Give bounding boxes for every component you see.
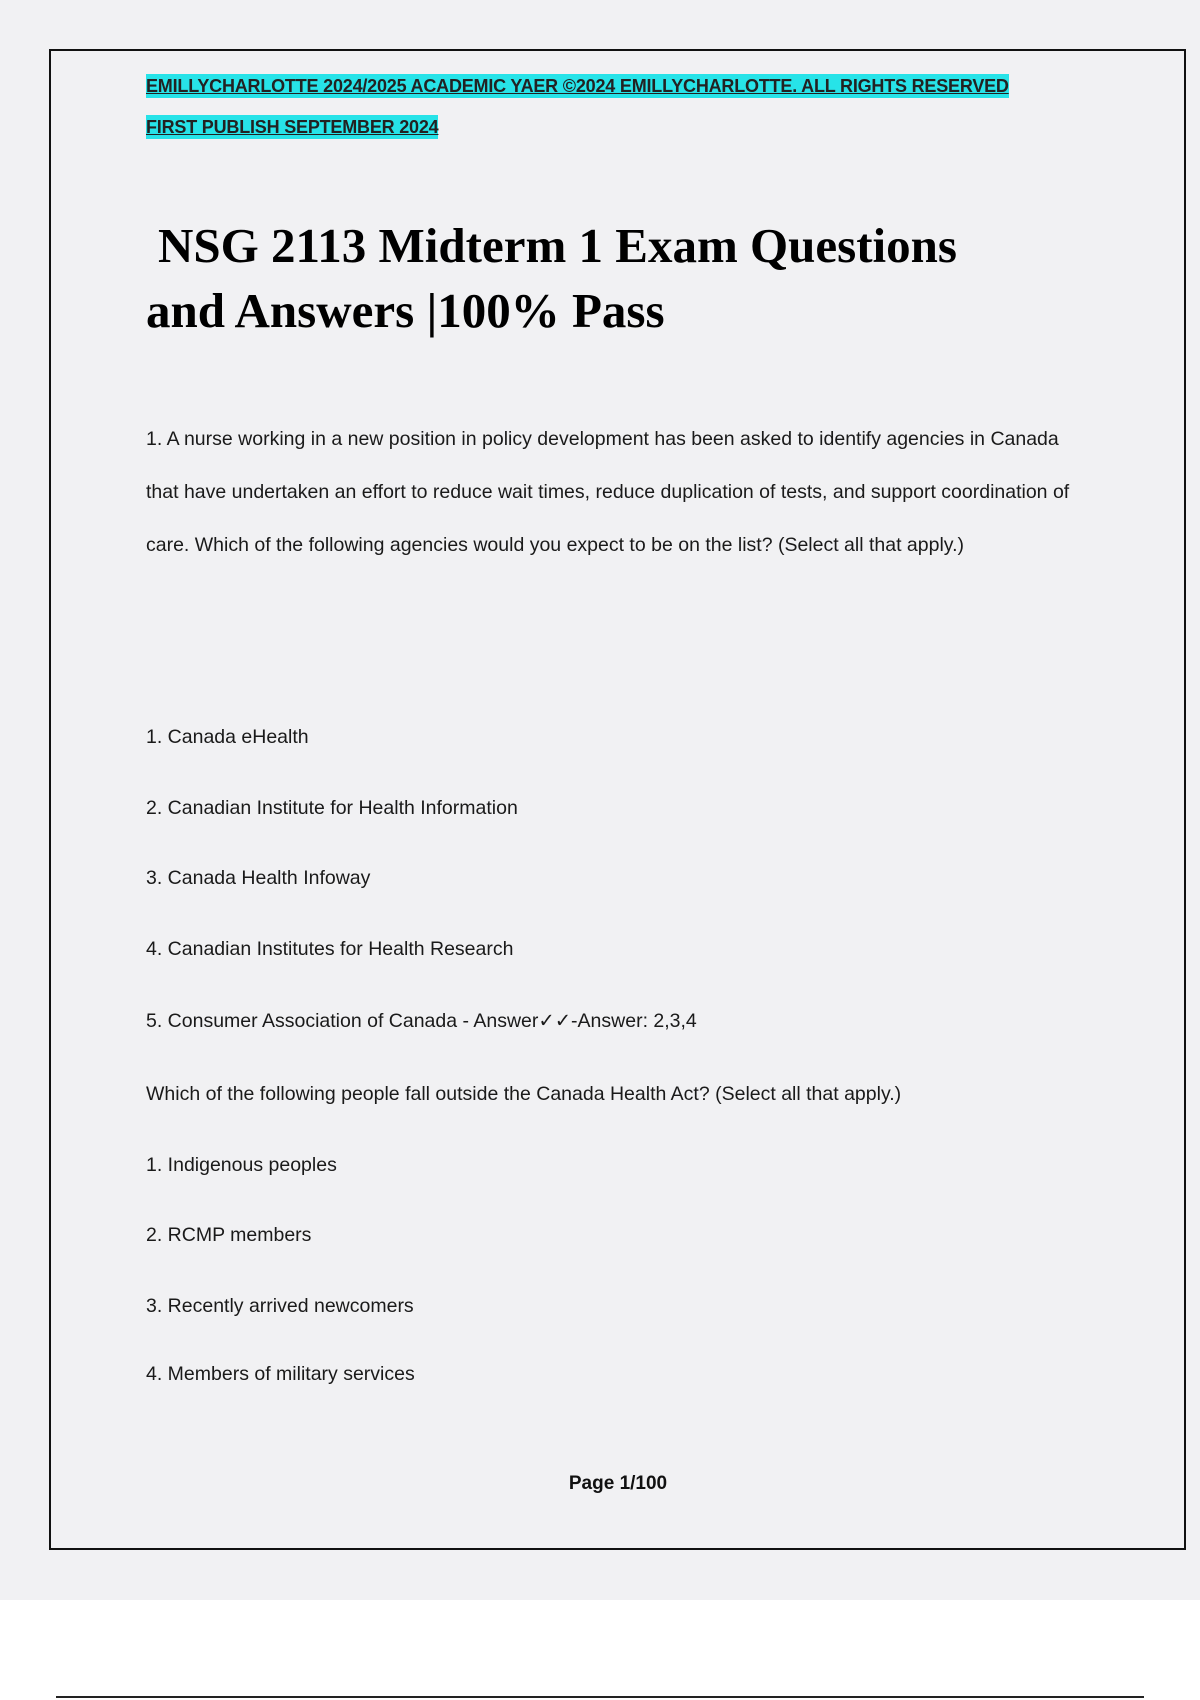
question-1-option-with-answer: 5. Consumer Association of Canada - Answer✓✓-Answer: 2,3,4	[146, 1010, 697, 1032]
question-1-option: 2. Canadian Institute for Health Information	[146, 797, 518, 819]
header-copyright-line: EMILLYCHARLOTTE 2024/2025 ACADEMIC YAER ©2024 EMILLYCHARLOTTE. ALL RIGHTS RESERVED	[146, 76, 1009, 96]
question-2-option: 4. Members of military services	[146, 1363, 415, 1385]
title-line-2: and Answers |100% Pass	[146, 283, 665, 338]
header-publish-line: FIRST PUBLISH SEPTEMBER 2024	[146, 117, 439, 137]
question-1-text: 1. A nurse working in a new position in policy development has been asked to identify agencies in Canada that have undertaken an effort to reduce wait times, reduce duplication of tests, and support coordination of care. Which of the following agencies would you expect to be on the list? (Select all that apply.)	[146, 428, 1070, 556]
question-1-option: 3. Canada Health Infoway	[146, 867, 371, 889]
question-2-text: Which of the following people fall outside the Canada Health Act? (Select all that apply.)	[146, 1083, 902, 1105]
page-number: Page 1/100	[568, 1473, 668, 1494]
question-2-option: 2. RCMP members	[146, 1224, 312, 1246]
bottom-divider	[56, 1696, 1144, 1698]
page-title	[146, 213, 1106, 343]
question-1-option: 4. Canadian Institutes for Health Research	[146, 938, 514, 960]
title-line-1: NSG 2113 Midterm 1 Exam Questions	[158, 218, 957, 273]
question-1-option: 1. Canada eHealth	[146, 726, 309, 748]
question-2-option: 3. Recently arrived newcomers	[146, 1295, 414, 1317]
question-2-option: 1. Indigenous peoples	[146, 1154, 337, 1176]
